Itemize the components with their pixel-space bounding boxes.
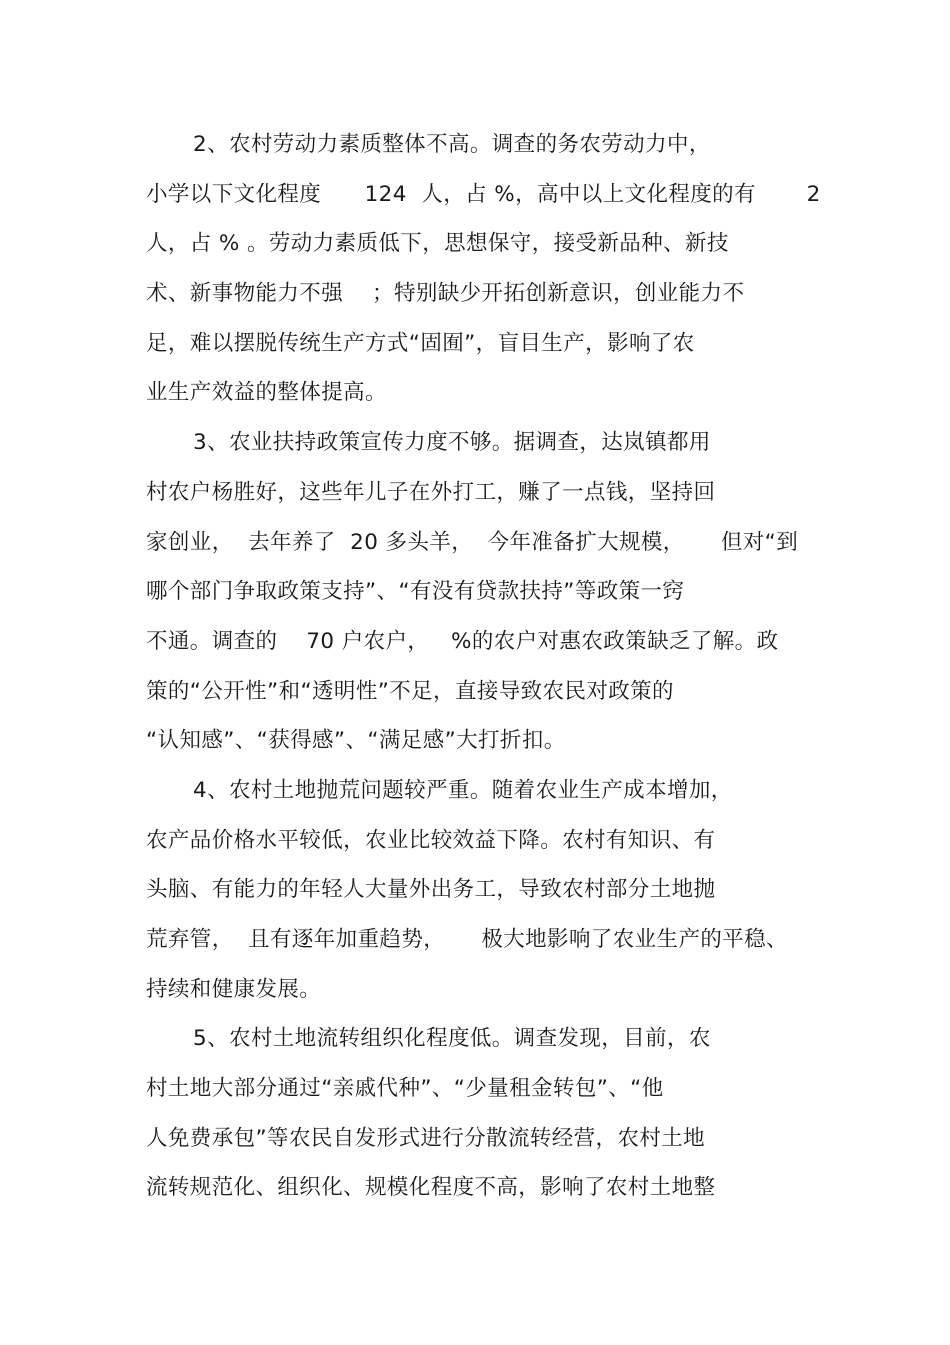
paragraph-3-line-6: 策的“公开性”和“透明性”不足，直接导致农民对政策的 (146, 678, 674, 704)
paragraph-5-line-4: 流转规范化、组织化、规模化程度不高，影响了农村土地整 (146, 1175, 716, 1201)
paragraph-3-line-1: 3、农业扶持政策宣传力度不够。据调查，达岚镇都用 (193, 430, 711, 456)
paragraph-3-line-7: “认知感”、“获得感”、“满足感”大打折扣。 (146, 728, 566, 754)
document-body (0, 120, 950, 1213)
paragraph-3-line-4: 哪个部门争取政策支持”、“有没有贷款扶持”等政策一窍 (146, 579, 685, 605)
paragraph-2-line-1: 2、农村劳动力素质整体不高。调查的务农劳动力中， (193, 132, 711, 157)
paragraph-4-line-5: 持续和健康发展。 (146, 976, 322, 1002)
paragraph-2-line-2: 小学以下文化程度 124 人，占 %，高中以上文化程度的有 2 (146, 181, 821, 207)
paragraph-2-line-3: 人，占 % 。劳动力素质低下，思想保守，接受新品种、新技 (146, 231, 729, 257)
paragraph-3-line-5: 不通。调查的 70 户农户， %的农户对惠农政策缺乏了解。政 (146, 628, 779, 654)
paragraph-5-line-1: 5、农村土地流转组织化程度低。调查发现，目前，农 (193, 1026, 711, 1052)
paragraph-2-line-4: 术、新事物能力不强 ；特别缺少开拓创新意识，创业能力不 (146, 281, 745, 307)
paragraph-5-line-3: 人免费承包”等农民自发形式进行分散流转经营，农村土地 (146, 1125, 706, 1151)
paragraph-2-line-6: 业生产效益的整体提高。 (146, 380, 387, 406)
paragraph-5-line-2: 村土地大部分通过“亲戚代种”、“少量租金转包”、“他 (146, 1076, 664, 1102)
paragraph-4-line-4: 荒弃管， 且有逐年加重趋势， 极大地影响了农业生产的平稳、 (146, 927, 788, 952)
paragraph-3-line-3: 家创业， 去年养了 20 多头羊， 今年准备扩大规模， 但对“到 (146, 529, 799, 555)
paragraph-4-line-3: 头脑、有能力的年轻人大量外出务工，导致农村部分土地抛 (146, 877, 716, 903)
paragraph-2-line-5: 足，难以摆脱传统生产方式“固囿”，盲目生产，影响了农 (146, 330, 695, 356)
paragraph-3-line-2: 村农户杨胜好，这些年儿子在外打工，赚了一点钱，坚持回 (146, 479, 716, 505)
paragraph-4-line-1: 4、农村土地抛荒问题较严重。随着农业生产成本增加， (193, 777, 733, 803)
paragraph-4-line-2: 农产品价格水平较低，农业比较效益下降。农村有知识、有 (146, 827, 716, 853)
